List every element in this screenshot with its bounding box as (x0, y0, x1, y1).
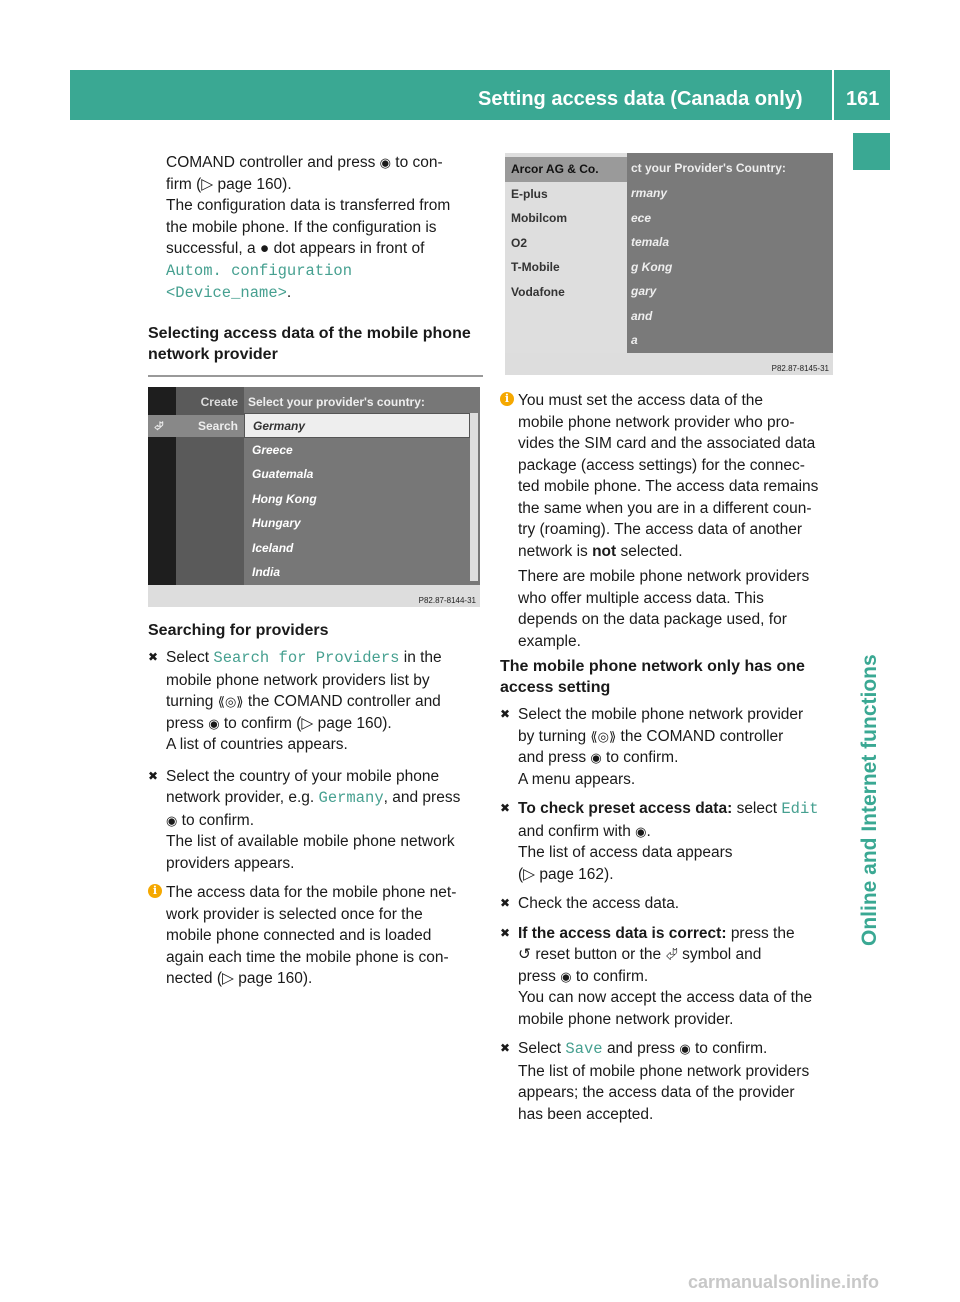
search-providers-code: Search for Providers (213, 649, 400, 667)
turn-knob-icon: ⟪◎⟫ (590, 728, 617, 744)
press-knob-icon: ◉ (208, 715, 220, 731)
menu-create: Create (200, 395, 238, 409)
press-knob-icon: ◉ (379, 155, 391, 170)
section-rule (148, 375, 483, 377)
left-column-steps: Searching for providers ✖ Select Search for Providers in the mobile phone network providers list by turning ⟪◎⟫ the COMAND controller and press ◉ to confirm (▷ page 160). A list of countries appears. ✖ Select the country of your mobile phone network provider, e.g. Germany, and press ◉ to confirm. The list of available mobile phone network providers appears. i The access data for the mobile phone net- work provider is selected once for the mobile phone connected and is loaded again each time the mobile phone is con- nected (▷ page 160). (148, 620, 483, 990)
country-item: ece (631, 210, 652, 225)
screenshot-provider-list (505, 153, 833, 375)
info-note: i The access data for the mobile phone net- work provider is selected once for the mobile phone connected and is loaded again each time the mobile phone is con- nected (▷ page 160). (148, 882, 483, 990)
shot1-title: Select your provider's country: (248, 395, 425, 409)
provider-item: T-Mobile (511, 260, 560, 274)
provider-item: O2 (511, 235, 528, 250)
reset-button-icon: ↺ (518, 946, 531, 963)
screenshot-country-list (148, 387, 480, 607)
country-item: g Kong (631, 259, 673, 274)
side-tab-marker (853, 133, 890, 170)
country-item: Greece (252, 442, 293, 457)
provider-item: Arcor AG & Co. (505, 157, 627, 182)
autom-config-code: Autom. configuration (166, 261, 353, 280)
country-item: Guatemala (252, 467, 314, 481)
country-item: Hong Kong (252, 491, 317, 506)
shot2-code: P82.87-8145-31 (771, 364, 829, 373)
country-item: Hungary (252, 516, 301, 530)
country-item: gary (631, 284, 657, 298)
subheading-one-access: The mobile phone network only has one access setting (500, 658, 805, 696)
searching-heading: Searching for providers (148, 622, 329, 639)
save-code: Save (565, 1040, 603, 1058)
left-column: COMAND controller and press ◉ to con- firm (▷ page 160). The configuration data is transferred from the mobile phone. If the configuration is successful, a ● dot appears in front of Autom. configuration <Device_name>. Selecting access data of the mobile phone network provider (148, 152, 483, 389)
back-icon: ⮰ (154, 419, 164, 433)
country-item: India (252, 565, 281, 579)
info-icon: i (148, 884, 162, 898)
right-column: i You must set the access data of the mobile phone network provider who pro- vides the SIM card and the associated data package (access settings) for the connec- ted mobile phone. The access data remains the same when you are in a different coun- try (roaming). The access data of another network is not selected. There are mobile phone network providers who offer multiple access data. This depends on the data package used, for example. The mobile phone network only has one access setting ✖ Select the mobile phone network provider by turning ⟪◎⟫ the COMAND controller and press ◉ to confirm. A menu appears. ✖ To check preset access data: select Edit and confirm with ◉. The list of access data appears (▷ page 162). ✖ Check the access data. ✖ If the access data is correct: press the ↺ reset button or the ⮰ symbol and press ◉ to confirm. You can now accept the access data of the mobile phone network provider. ✖ Select Save and press ◉ to confirm. The list of mobile phone network providers appears; the access data of the provider has been accepted. (500, 390, 835, 1125)
info-note-1: i You must set the access data of the mobile phone network provider who pro- vides the SIM card and the associated data package (access settings) for the connec- ted mobile phone. The access data remains the same when you are in a different coun- try (roaming). The access data of another network is not selected. There are mobile phone network providers who offer multiple access data. This depends on the data package used, for example. (500, 390, 835, 652)
country-item: temala (631, 235, 670, 249)
device-name-code: <Device_name> (166, 284, 287, 302)
watermark: carmanualsonline.info (688, 1272, 880, 1292)
shot2-title: ct your Provider's Country: (631, 161, 786, 175)
country-item: a (631, 333, 638, 347)
press-knob-icon: ◉ (679, 1041, 691, 1056)
turn-knob-icon: ⟪◎⟫ (217, 694, 244, 709)
press-knob-icon: ◉ (635, 823, 647, 839)
press-knob-icon: ◉ (166, 812, 178, 828)
provider-item: Mobilcom (511, 211, 567, 225)
provider-item: E-plus (511, 186, 548, 201)
country-item: rmany (631, 186, 668, 200)
page-number: 161 (846, 88, 880, 110)
press-knob-icon: ◉ (590, 750, 602, 765)
back-symbol-icon: ⮰ (665, 946, 678, 963)
country-item: and (631, 308, 653, 323)
press-knob-icon: ◉ (560, 968, 572, 984)
menu-search: ⮰ Search (148, 415, 244, 437)
shot1-code: P82.87-8144-31 (418, 596, 476, 605)
section-heading: Selecting access data of the mobile phone network provider (148, 324, 471, 363)
country-item: Iceland (252, 540, 294, 555)
side-tab-label: Online and Internet functions (858, 654, 881, 946)
country-item: Germany (244, 413, 470, 438)
provider-item: Vodafone (511, 284, 565, 299)
germany-code: Germany (318, 789, 384, 807)
info-icon: i (500, 392, 514, 406)
header-divider (832, 70, 834, 120)
edit-code: Edit (781, 800, 819, 818)
dot-icon: ● (259, 240, 270, 257)
page-title: Setting access data (Canada only) (478, 88, 803, 110)
